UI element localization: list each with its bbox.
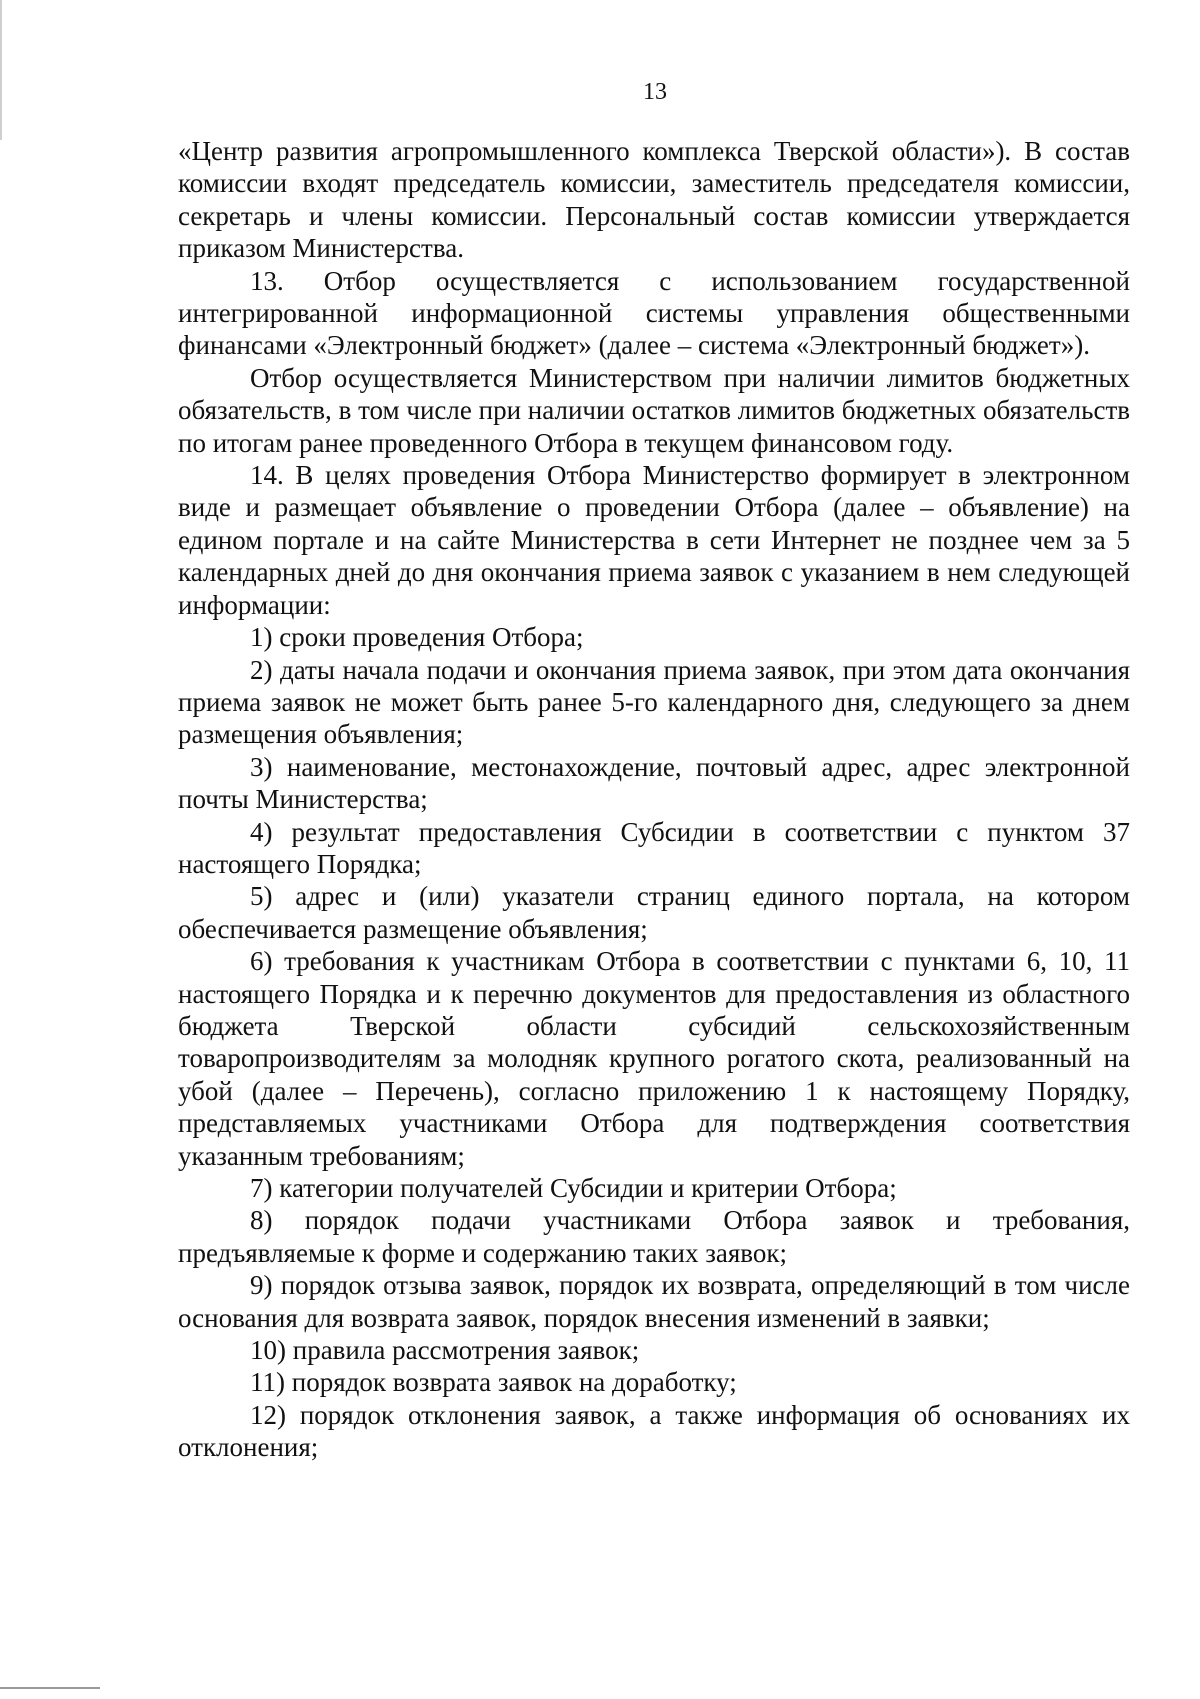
list-item-5: 5) адрес и (или) указатели страниц единого портала, на котором обеспечивается размещение объявления;: [178, 881, 1130, 944]
list-item-10: 10) правила рассмотрения заявок;: [250, 1335, 640, 1366]
page-number: 13: [643, 79, 667, 105]
list-item-3: 3) наименование, местонахождение, почтовый адрес, адрес электронной почты Министерства;: [178, 751, 1130, 815]
paragraph-13: 13. Отбор осуществляется с использованием государственной интегрированной информационной системы управления общественными финансами «Электронный бюджет» (далее – система «Электронный бюджет»).: [178, 265, 1130, 361]
list-item-4: 4) результат предоставления Субсидии в соответствии с пунктом 37 настоящего Порядка;: [178, 816, 1130, 879]
list-item-7: 7) категории получателей Субсидии и критерии Отбора;: [250, 1173, 897, 1203]
paragraph-selection-limits: Отбор осуществляется Министерством при наличии лимитов бюджетных обязательств, в том числе при наличии остатков лимитов бюджетных обязательств по итогам ранее проведенного Отбора в текущем финансовом году.: [178, 362, 1130, 458]
paragraph-14: 14. В целях проведения Отбора Министерство формирует в электронном виде и размещает объявление о проведении Отбора (далее – объявление) на едином портале и на сайте Министерства в сети Интернет не позднее чем за 5 календарных дней до дня окончания приема заявок с указанием в нем следующей информации:: [178, 460, 1130, 620]
list-item-1: 1) сроки проведения Отбора;: [250, 622, 584, 653]
list-item-12: 12) порядок отклонения заявок, а также информация об основаниях их отклонения;: [178, 1399, 1130, 1463]
list-item-8: 8) порядок подачи участниками Отбора заявок и требования, предъявляемые к форме и содержанию таких заявок;: [178, 1205, 1130, 1268]
document-body: [178, 135, 1130, 1464]
list-item-11: 11) порядок возврата заявок на доработку;: [250, 1367, 737, 1398]
list-item-9: 9) порядок отзыва заявок, порядок их возврата, определяющий в том числе основания для возврата заявок, порядок внесения изменений в заявки;: [178, 1270, 1130, 1333]
paragraph-commission: «Центр развития агропромышленного комплекса Тверской области»). В состав комиссии входят председатель комиссии, заместитель председателя комиссии, секретарь и члены комиссии. Персональный состав комиссии утверждается приказом Министерства.: [178, 136, 1130, 264]
scan-edge-line: [0, 0, 2, 140]
scan-bottom-mark: [0, 1687, 100, 1689]
list-item-6: 6) требования к участникам Отбора в соответствии с пунктами 6, 10, 11 настоящего Порядка и к перечню документов для предоставления из областного бюджета Тверской области субсидий сельскохозяйственным товаропроизводителям за молодняк крупного рогатого скота, реализованный на убой (далее – Перечень), согласно приложению 1 к настоящему Порядку, представляемых участниками Отбора для подтверждения соответствия указанным требованиям;: [178, 946, 1130, 1171]
list-item-2: 2) даты начала подачи и окончания приема заявок, при этом дата окончания приема заявок не может быть ранее 5-го календарного дня, следующего за днем размещения объявления;: [178, 654, 1130, 750]
